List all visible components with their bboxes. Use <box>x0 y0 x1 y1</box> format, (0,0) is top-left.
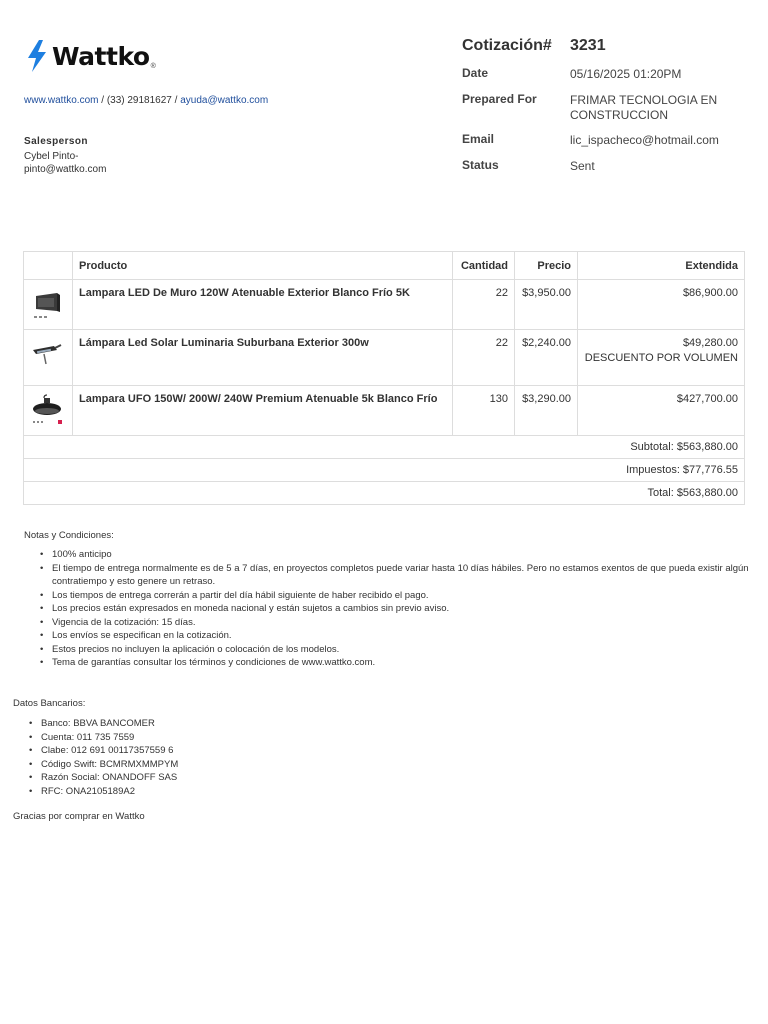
wall-light-icon <box>30 286 64 320</box>
product-image-cell <box>24 386 73 436</box>
email-value: lic_ispacheco@hotmail.com <box>570 133 719 147</box>
status-label: Status <box>462 158 499 172</box>
quote-items-table <box>23 251 745 505</box>
company-contact-line <box>24 95 268 106</box>
list-item: • Los envíos se especifican en la cotización. <box>52 629 752 643</box>
list-item: • RFC: ONA2105189A2 <box>41 785 178 799</box>
quote-number: 3231 <box>570 37 606 54</box>
table-row <box>24 280 745 330</box>
price-cell: $3,950.00 <box>515 280 578 330</box>
extended-amount: $49,280.00 <box>682 337 738 349</box>
list-item: • 100% anticipo <box>52 548 752 562</box>
extended-cell <box>578 386 745 436</box>
list-item: • Vigencia de la cotización: 15 días. <box>52 616 752 630</box>
image-column-header <box>24 252 73 280</box>
taxes-row <box>24 459 745 482</box>
taxes-value: Impuestos: $77,776.55 <box>24 459 745 482</box>
list-item: • Banco: BBVA BANCOMER <box>41 717 178 731</box>
subtotal-value: Subtotal: $563,880.00 <box>24 436 745 459</box>
list-item: • Clabe: 012 691 00117357559 6 <box>41 744 178 758</box>
product-name: Lampara UFO 150W/ 200W/ 240W Premium Atenuable 5k Blanco Frío <box>73 386 453 436</box>
list-item: • El tiempo de entrega normalmente es de 5 a 7 días, en proyectos completos puede variar hasta 10 días hábiles. Pero no estamos exentos de que pueda existir algún contratiempo y esto genere un retraso. <box>52 562 752 589</box>
extended-cell <box>578 280 745 330</box>
date-label: Date <box>462 66 489 80</box>
status-value: Sent <box>570 159 595 173</box>
product-image-cell <box>24 330 73 386</box>
list-item: • Código Swift: BCMRMXMMPYM <box>41 758 178 772</box>
list-item: • Cuenta: 011 735 7559 <box>41 731 178 745</box>
prepared-for-label: Prepared For <box>462 92 537 106</box>
quantity-column-header: Cantidad <box>453 252 515 280</box>
table-row <box>24 330 745 386</box>
total-value: Total: $563,880.00 <box>24 482 745 505</box>
wattko-logo <box>24 36 160 76</box>
bank-details-list <box>41 717 178 798</box>
quantity-cell: 22 <box>453 330 515 386</box>
contact-separator: / <box>98 95 107 106</box>
prepared-for-value: FRIMAR TECNOLOGIA EN CONSTRUCCION <box>570 93 718 122</box>
list-item: • Los tiempos de entrega correrán a partir del día hábil siguiente de haber recibido el pago. <box>52 589 752 603</box>
list-item: • Tema de garantías consultar los términos y condiciones de www.wattko.com. <box>52 656 752 670</box>
product-column-header: Producto <box>73 252 453 280</box>
quantity-cell: 130 <box>453 386 515 436</box>
extended-column-header: Extendida <box>578 252 745 280</box>
product-name: Lámpara Led Solar Luminaria Suburbana Exterior 300w <box>73 330 453 386</box>
extended-amount: $86,900.00 <box>682 287 738 299</box>
price-column-header: Precio <box>515 252 578 280</box>
ufo-light-icon <box>30 392 64 426</box>
street-light-icon <box>30 336 64 370</box>
notes-list <box>52 548 752 670</box>
discount-note: DESCUENTO POR VOLUMEN <box>584 352 738 364</box>
product-image-cell <box>24 280 73 330</box>
lightning-bolt-icon <box>24 39 50 73</box>
price-cell: $2,240.00 <box>515 330 578 386</box>
salesperson-label: Salesperson <box>24 136 88 147</box>
salesperson-name: Cybel Pinto-pinto@wattko.com <box>24 151 107 175</box>
contact-separator: / <box>171 95 181 106</box>
table-row <box>24 386 745 436</box>
quantity-cell: 22 <box>453 280 515 330</box>
list-item: • Los precios están expresados en moneda nacional y están sujetos a cambios sin previo aviso. <box>52 602 752 616</box>
product-name: Lampara LED De Muro 120W Atenuable Exterior Blanco Frío 5K <box>73 280 453 330</box>
email-label: Email <box>462 132 495 146</box>
bank-title: Datos Bancarios: <box>13 698 86 709</box>
price-cell: $3,290.00 <box>515 386 578 436</box>
phone-number: (33) 29181627 <box>106 95 172 106</box>
quote-title: Cotización# <box>462 37 552 54</box>
thank-you-message: Gracias por comprar en Wattko <box>13 811 145 822</box>
list-item: • Estos precios no incluyen la aplicación o colocación de los modelos. <box>52 643 752 657</box>
table-header-row <box>24 252 745 280</box>
extended-cell <box>578 330 745 386</box>
registered-mark: ® <box>150 63 156 70</box>
extended-amount: $427,700.00 <box>676 393 738 405</box>
notes-title: Notas y Condiciones: <box>24 530 114 541</box>
date-value: 05/16/2025 01:20PM <box>570 67 682 81</box>
logo-wordmark: Wattko <box>52 41 150 71</box>
support-email-link[interactable]: ayuda@wattko.com <box>180 95 269 106</box>
total-row <box>24 482 745 505</box>
list-item: • Razón Social: ONANDOFF SAS <box>41 771 178 785</box>
website-link[interactable]: www.wattko.com <box>24 95 99 106</box>
subtotal-row <box>24 436 745 459</box>
